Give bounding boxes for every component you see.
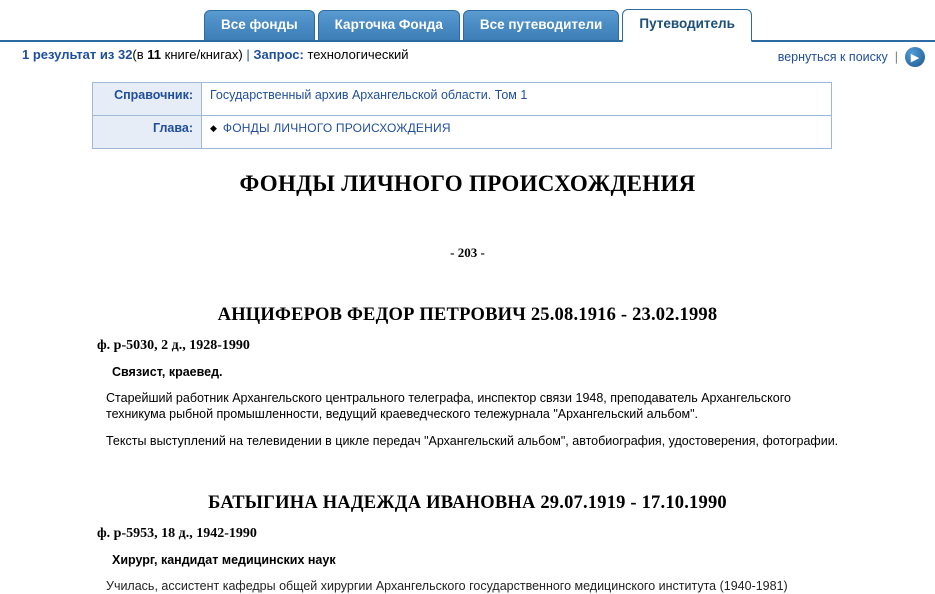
tab-all-guides[interactable]: Все путеводители <box>463 10 620 40</box>
reference-value: Государственный архив Архангельской области. Том 1 <box>202 83 832 116</box>
entry-heading-1: АНЦИФЕРОВ ФЕДОР ПЕТРОВИЧ 25.08.1916 - 23.02.1998 <box>217 305 718 325</box>
books-count: 11 <box>147 47 162 62</box>
entry-fund-2: ф. р-5953, 18 д., 1942-1990 <box>97 526 257 541</box>
tab-all-funds[interactable]: Все фонды <box>204 10 315 40</box>
reference-label: Справочник: <box>93 83 202 116</box>
chapter-label: Глава: <box>93 116 202 149</box>
chapter-link[interactable]: ФОНДЫ ЛИЧНОГО ПРОИСХОЖДЕНИЯ <box>222 121 451 135</box>
document-body <box>0 171 935 594</box>
diamond-bullet-icon: ◆ <box>210 123 217 133</box>
entry-role-2: Хирург, кандидат медицинских наук <box>112 553 336 567</box>
entry-role-1: Связист, краевед. <box>112 365 223 379</box>
query-value: технологический <box>307 47 409 62</box>
tab-guide[interactable]: Путеводитель <box>622 9 752 42</box>
books-open-paren: (в <box>132 47 148 62</box>
result-divider: | <box>246 47 250 62</box>
chapter-value-cell <box>202 116 832 149</box>
tab-bar <box>0 0 935 42</box>
entry-paragraph-1-1: Старейший работник Архангельского центрального телеграфа, инспектор связи 1948, преподаватель Архангельского техникума рыбной промышленности, ведущий краеведческого тележурнала "Архангельский альбом". <box>106 391 791 421</box>
back-separator: | <box>894 50 898 64</box>
info-panel <box>0 68 935 149</box>
table-row <box>93 116 832 149</box>
query-label: Запрос: <box>253 47 304 62</box>
result-bar <box>0 42 935 68</box>
tab-list <box>204 9 752 40</box>
table-row <box>93 83 832 116</box>
tab-fund-card[interactable]: Карточка Фонда <box>318 10 460 40</box>
next-arrow-icon[interactable]: ▶ <box>905 47 925 67</box>
info-table <box>92 82 832 149</box>
back-to-search-area <box>778 47 925 67</box>
page-number: - 203 - <box>450 245 485 260</box>
result-count: 1 результат из 32 <box>22 47 133 62</box>
entry-paragraph-2-1: Училась, ассистент кафедры общей хирургии Архангельского государственного медицинского института (1940-1981) <box>106 579 788 593</box>
entry-paragraph-1-2: Тексты выступлений на телевидении в цикле передач "Архангельский альбом", автобиография, удостоверения, фотографии. <box>106 434 839 448</box>
back-to-search-link[interactable]: вернуться к поиску <box>777 50 888 64</box>
entry-fund-1: ф. р-5030, 2 д., 1928-1990 <box>97 338 250 353</box>
entry-heading-2: БАТЫГИНА НАДЕЖДА ИВАНОВНА 29.07.1919 - 17.10.1990 <box>208 493 727 513</box>
books-suffix: книге/книгах) <box>161 47 243 62</box>
page-title: ФОНДЫ ЛИЧНОГО ПРОИСХОЖДЕНИЯ <box>239 171 696 196</box>
